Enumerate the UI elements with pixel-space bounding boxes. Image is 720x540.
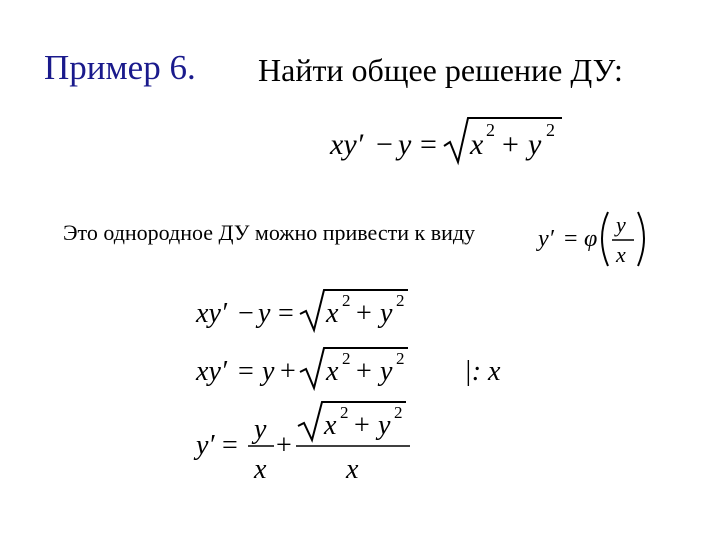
eq-plus: + [502, 128, 519, 161]
svg-text:−: − [238, 298, 254, 329]
homogeneous-form [534, 204, 664, 274]
form-denominator: x [616, 242, 626, 267]
svg-text:=: = [238, 356, 254, 387]
eq-y: y [398, 128, 412, 161]
svg-text:y: y [258, 298, 271, 329]
left-paren [602, 212, 608, 266]
svg-text:y: y [380, 356, 393, 387]
svg-text:=: = [222, 430, 238, 461]
task-statement: Найти общее решение ДУ: [258, 52, 623, 88]
svg-text:x: x [254, 454, 267, 485]
svg-text:x: x [324, 410, 337, 441]
svg-text:x: x [326, 356, 339, 387]
main-equation [326, 112, 576, 172]
svg-text:2: 2 [394, 403, 403, 422]
divide-by-x: |: x [464, 356, 501, 387]
eq-x-term: x [470, 128, 484, 161]
form-y-prime: y′ [538, 226, 554, 252]
svg-text:y: y [380, 298, 393, 329]
svg-text:2: 2 [342, 349, 351, 368]
eq-y-term: y [528, 128, 542, 161]
svg-text:+: + [280, 356, 296, 387]
svg-text:y: y [262, 356, 275, 387]
svg-text:x: x [346, 454, 359, 485]
derivation-step-1 [194, 284, 424, 336]
svg-text:2: 2 [342, 291, 351, 310]
derivation-step-3 [194, 398, 424, 488]
eq-xy-prime: xy′ [330, 128, 364, 161]
svg-text:+: + [276, 430, 292, 461]
eq-exp-2: 2 [546, 120, 555, 140]
form-equals: = [564, 226, 578, 252]
form-phi: φ [584, 226, 598, 252]
right-paren [638, 212, 644, 266]
eq-minus: − [376, 128, 393, 161]
svg-text:y: y [378, 410, 391, 441]
svg-text:+: + [354, 410, 370, 441]
svg-text:2: 2 [396, 349, 405, 368]
derivation-step-2 [194, 342, 514, 394]
reduction-text: Это однородное ДУ можно привести к виду [63, 220, 476, 245]
svg-text:+: + [356, 298, 372, 329]
svg-text:x: x [326, 298, 339, 329]
svg-text:y′: y′ [196, 430, 215, 461]
svg-text:2: 2 [396, 291, 405, 310]
svg-text:+: + [356, 356, 372, 387]
form-numerator: y [616, 212, 626, 237]
slide-title: Пример 6. [44, 48, 196, 87]
svg-text:xy′: xy′ [196, 298, 227, 329]
svg-text:y: y [254, 414, 267, 445]
eq-equals: = [420, 128, 437, 161]
svg-text:2: 2 [340, 403, 349, 422]
svg-text:xy′: xy′ [196, 356, 227, 387]
svg-text:=: = [278, 298, 294, 329]
eq-exp-1: 2 [486, 120, 495, 140]
